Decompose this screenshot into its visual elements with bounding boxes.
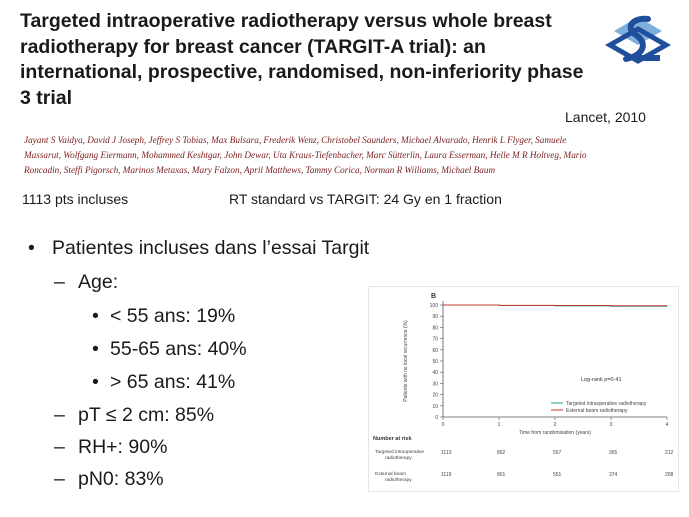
bullet-dot: • — [28, 237, 35, 259]
km-figure — [368, 286, 679, 492]
at-risk-value: 1119 — [441, 472, 452, 478]
bullet-dash: – — [54, 271, 65, 293]
bullet-age-55-65 — [92, 338, 247, 361]
y-tick-label: 30 — [432, 381, 438, 388]
bullet-dot: • — [92, 371, 99, 393]
bullet-dash: – — [54, 468, 65, 490]
y-tick-label: 40 — [432, 370, 438, 377]
y-tick-label: 70 — [432, 336, 438, 343]
treatment-comparison: RT standard vs TARGIT: 24 Gy en 1 fraction — [229, 191, 502, 207]
at-risk-row-label: Targeted intraoperative — [375, 450, 425, 455]
y-axis-label: Patients with no local recurrence (%) — [403, 320, 409, 402]
institution-logo-icon — [596, 5, 681, 77]
y-tick-label: 90 — [432, 314, 438, 321]
bullet-age-lt55-text: < 55 ans: 19% — [110, 305, 236, 327]
bullet-age-text: Age: — [78, 271, 119, 293]
bullet-main — [28, 237, 369, 260]
bullet-pt — [54, 404, 214, 427]
bullet-rh-text: RH+: 90% — [78, 436, 168, 458]
at-risk-value: 551 — [553, 472, 562, 478]
paper-header — [14, 6, 602, 186]
bullet-pt-text: pT ≤ 2 cm: 85% — [78, 404, 215, 426]
series-line-2 — [443, 305, 667, 306]
legend-label-1: Targeted intraoperative radiotherapy — [566, 401, 647, 407]
x-tick-label: 3 — [609, 422, 613, 428]
bullet-age — [54, 271, 118, 294]
at-risk-row-label: External beam — [375, 472, 406, 477]
at-risk-value: 557 — [553, 450, 562, 456]
legend-label-2: External beam radiotherapy — [566, 408, 628, 414]
bullet-rh — [54, 436, 167, 459]
paper-authors: Jayant S Vaidya, David J Joseph, Jeffrey S Tobias, Max Bulsara, Frederik Wenz, Christobel Saunders, Michael Alvarado, Henrik L Flyger, Samuele Massarut, Wolfgang Eiermann, Mohammed Keshtgar, John Dewar, Uta Kraus-Tiefenbacher, Marc Sütterlin, Laura Esserman, Helle M R Holtveg, Mario Roncadin, Steffi Pigorsch, Marinos Metaxas, Mary Falzon, April Matthews, Tammy Corica, Norman R Williams, Michael Baum — [24, 135, 587, 175]
paper-title: Targeted intraoperative radiotherapy versus whole breast radiotherapy for breast cancer (TARGIT-A trial): an international, prospective, randomised, non-inferiority phase 3 trial — [20, 10, 584, 109]
y-tick-label: 80 — [432, 325, 438, 332]
at-risk-value: 208 — [665, 472, 674, 478]
y-tick-label: 100 — [429, 303, 438, 309]
y-tick-label: 50 — [432, 359, 438, 365]
patients-included: 1113 pts incluses — [22, 191, 129, 207]
y-tick-label: 0 — [435, 415, 438, 421]
at-risk-value: 1113 — [441, 450, 452, 456]
journal-citation: Lancet, 2010 — [565, 109, 646, 125]
at-risk-value: 801 — [497, 472, 506, 478]
bullet-dot: • — [92, 305, 99, 327]
chart-annotation: Log-rank p=0·41 — [581, 377, 622, 383]
at-risk-title: Number at risk — [373, 436, 412, 442]
bullet-pn0-text: pN0: 83% — [78, 468, 164, 490]
x-tick-label: 1 — [497, 422, 501, 428]
y-tick-label: 10 — [432, 403, 438, 410]
bullet-dot: • — [92, 338, 99, 360]
km-chart — [369, 287, 680, 493]
at-risk-value: 374 — [609, 472, 618, 478]
at-risk-value: 212 — [665, 450, 674, 456]
at-risk-value: 365 — [609, 450, 618, 456]
y-tick-label: 60 — [432, 347, 438, 354]
x-tick-label: 4 — [665, 422, 669, 428]
bullet-main-text: Patientes incluses dans l’essai Targit — [52, 237, 370, 259]
bullet-dash: – — [54, 404, 65, 426]
at-risk-row-label: radiotherapy — [385, 478, 412, 483]
bullet-dash: – — [54, 436, 65, 458]
bullet-age-gt65-text: > 65 ans: 41% — [110, 371, 236, 393]
panel-label: B — [431, 293, 437, 300]
x-tick-label: 0 — [441, 422, 445, 428]
at-risk-value: 802 — [497, 450, 506, 456]
bullet-pn0 — [54, 468, 164, 491]
bullet-age-lt55 — [92, 305, 235, 328]
y-tick-label: 20 — [432, 392, 438, 399]
at-risk-row-label: radiotherapy — [385, 456, 412, 461]
bullet-age-55-65-text: 55-65 ans: 40% — [110, 338, 247, 360]
bullet-age-gt65 — [92, 371, 235, 394]
x-axis-label: Time from randomisation (years) — [518, 430, 592, 436]
x-tick-label: 2 — [553, 422, 557, 428]
